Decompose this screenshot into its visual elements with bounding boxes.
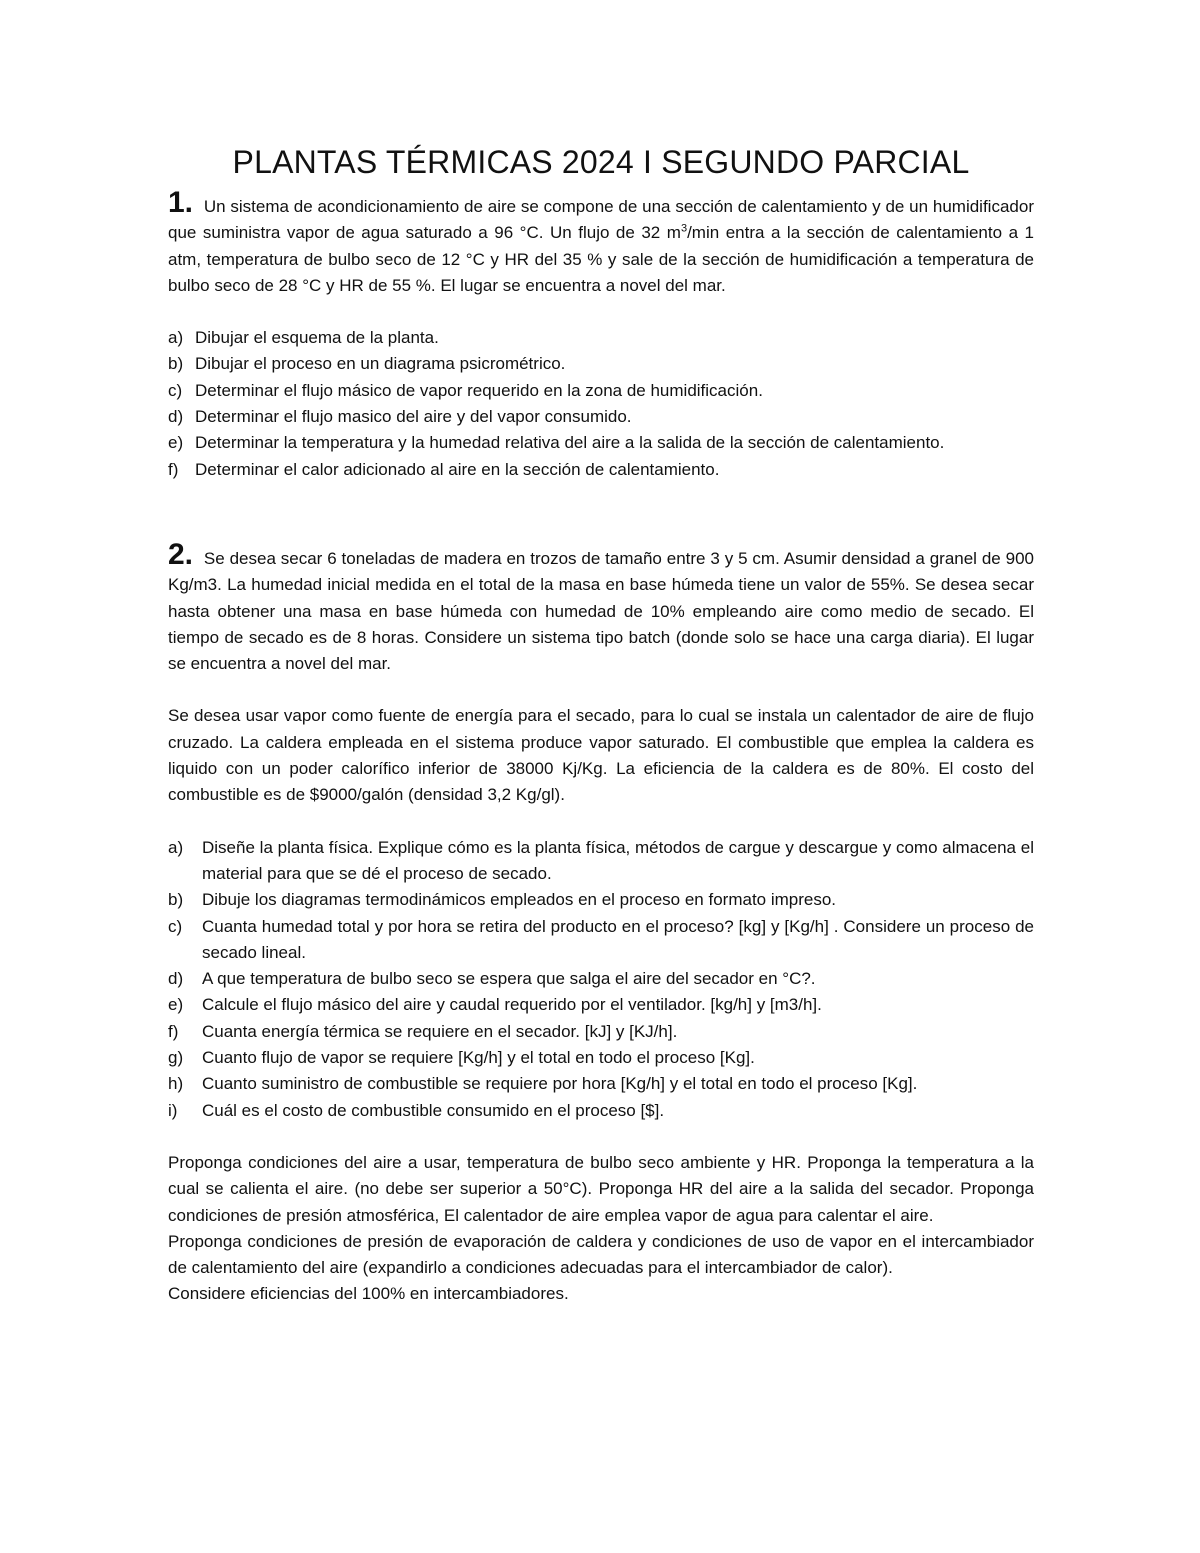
q2-item — [168, 835, 1034, 888]
q2-closing-3: Considere eficiencias del 100% en intercambiadores. — [168, 1284, 569, 1304]
q2-item-label: c) — [168, 916, 183, 936]
q2-closing-2: Proponga condiciones de presión de evaporación de caldera y condiciones de uso de vapor en el intercambiador de calentamiento del aire (expandirlo a condiciones adecuadas para el intercambiador de calor). — [168, 1231, 1034, 1278]
q2-item-text: A que temperatura de bulbo seco se espera que salga el aire del secador en °C?. — [202, 969, 816, 989]
q1-item — [168, 325, 1034, 351]
q2-item-label: a) — [168, 837, 184, 857]
q2-item-label: b) — [168, 890, 184, 910]
q2-item-label: e) — [168, 995, 184, 1015]
q1-item — [168, 457, 1034, 483]
q2-item — [168, 1019, 1034, 1045]
q1-number: 1. — [168, 186, 194, 219]
q1-item — [168, 351, 1034, 377]
q1-statement — [168, 186, 1034, 299]
q1-item-text: Dibujar el esquema de la planta. — [195, 328, 439, 348]
q2-statement — [168, 537, 1034, 677]
q1-item-label: f) — [168, 459, 179, 479]
q1-intro-b: /min entra a la sección de calentamiento a 1 atm, temperatura de bulbo seco de 12 °C y HR del 35 % y sale de la sección de humidificación a temperatura de bulbo seco de 28 °C y HR de 55 %. El lugar se encuentra a novel del mar. — [168, 223, 1034, 295]
q1-item-text: Dibujar el proceso en un diagrama psicrométrico. — [195, 354, 566, 374]
q1-item — [168, 404, 1034, 430]
q2-paragraph-2: Se desea usar vapor como fuente de energía para el secado, para lo cual se instala un calentador de aire de flujo cruzado. La caldera empleada en el sistema produce vapor saturado. El combustible que emplea la caldera es liquido con un poder calorífico inferior de 38000 Kj/Kg. La eficiencia de la caldera es de 80%. El costo del combustible es de $9000/galón (densidad 3,2 Kg/gl). — [168, 706, 1034, 805]
q1-item — [168, 378, 1034, 404]
q2-item-text: Cuanto flujo de vapor se requiere [Kg/h] y el total en todo el proceso [Kg]. — [202, 1048, 755, 1068]
q1-item — [168, 430, 1034, 456]
q1-item-text: Determinar la temperatura y la humedad relativa del aire a la salida de la sección de calentamiento. — [195, 433, 945, 453]
q2-item-label: d) — [168, 969, 184, 989]
q1-intro-a: Un sistema de acondicionamiento de aire se compone de una sección de calentamiento y de un humidificador que suministra vapor de agua saturado a 96 °C. Un flujo de 32 m — [168, 197, 1034, 243]
q2-item-label: i) — [168, 1100, 178, 1120]
q2-number: 2. — [168, 537, 194, 571]
q2-item-text: Diseñe la planta física. Explique cómo es la planta física, métodos de cargue y descargue y como almacena el material para que se dé el proceso de secado. — [202, 837, 1034, 883]
q2-items — [168, 835, 1034, 1124]
q2-item — [168, 966, 1034, 992]
q1-item-label: d) — [168, 407, 184, 427]
q2-intro: Se desea secar 6 toneladas de madera en trozos de tamaño entre 3 y 5 cm. Asumir densidad a granel de 900 Kg/m3. La humedad inicial medida en el total de la masa en base húmeda tiene un valor de 55%. Se desea secar hasta obtener una masa en base húmeda con humedad de 10% empleando aire como medio de secado. El tiempo de secado es de 8 horas. Considere un sistema tipo batch (donde solo se hace una carga diaria). El lugar se encuentra a novel del mar. — [168, 548, 1034, 674]
q1-item-text: Determinar el flujo másico de vapor requerido en la zona de humidificación. — [195, 380, 763, 400]
page-title: PLANTAS TÉRMICAS 2024 I SEGUNDO PARCIAL — [232, 144, 970, 180]
q2-item-text: Cuál es el costo de combustible consumido en el proceso [$]. — [202, 1100, 665, 1120]
q2-item — [168, 1098, 1034, 1124]
q2-item — [168, 887, 1034, 913]
q2-item — [168, 1071, 1034, 1097]
q1-item-text: Determinar el flujo masico del aire y del vapor consumido. — [195, 407, 632, 427]
q2-item-text: Cuanta humedad total y por hora se retira del producto en el proceso? [kg] y [Kg/h] . Considere un proceso de secado lineal. — [202, 916, 1034, 962]
q2-item — [168, 914, 1034, 967]
q2-item-text: Cuanta energía térmica se requiere en el secador. [kJ] y [KJ/h]. — [202, 1021, 678, 1041]
q1-item-text: Determinar el calor adicionado al aire en la sección de calentamiento. — [195, 459, 720, 479]
q2-item-label: h) — [168, 1074, 184, 1094]
q1-item-label: c) — [168, 380, 183, 400]
q2-item-label: g) — [168, 1048, 184, 1068]
q1-item-label: b) — [168, 354, 184, 374]
q2-item-label: f) — [168, 1021, 179, 1041]
exam-page — [168, 140, 1034, 1308]
q1-intro-sup: 3 — [680, 222, 688, 235]
q2-item — [168, 992, 1034, 1018]
q1-item-label: a) — [168, 328, 184, 348]
q2-item — [168, 1045, 1034, 1071]
q2-closing-1: Proponga condiciones del aire a usar, temperatura de bulbo seco ambiente y HR. Proponga la temperatura a la cual se calienta el aire. (no debe ser superior a 50°C). Proponga HR del aire a la salida del secador. Proponga condiciones de presión atmosférica, El calentador de aire emplea vapor de agua para calentar el aire. — [168, 1152, 1034, 1225]
q2-item-text: Cuanto suministro de combustible se requiere por hora [Kg/h] y el total en todo el proceso [Kg]. — [202, 1074, 918, 1094]
q2-item-text: Calcule el flujo másico del aire y caudal requerido por el ventilador. [kg/h] y [m3/h]. — [202, 995, 822, 1015]
q2-item-text: Dibuje los diagramas termodinámicos empleados en el proceso en formato impreso. — [202, 890, 837, 910]
q1-items — [168, 325, 1034, 483]
q1-item-label: e) — [168, 433, 184, 453]
